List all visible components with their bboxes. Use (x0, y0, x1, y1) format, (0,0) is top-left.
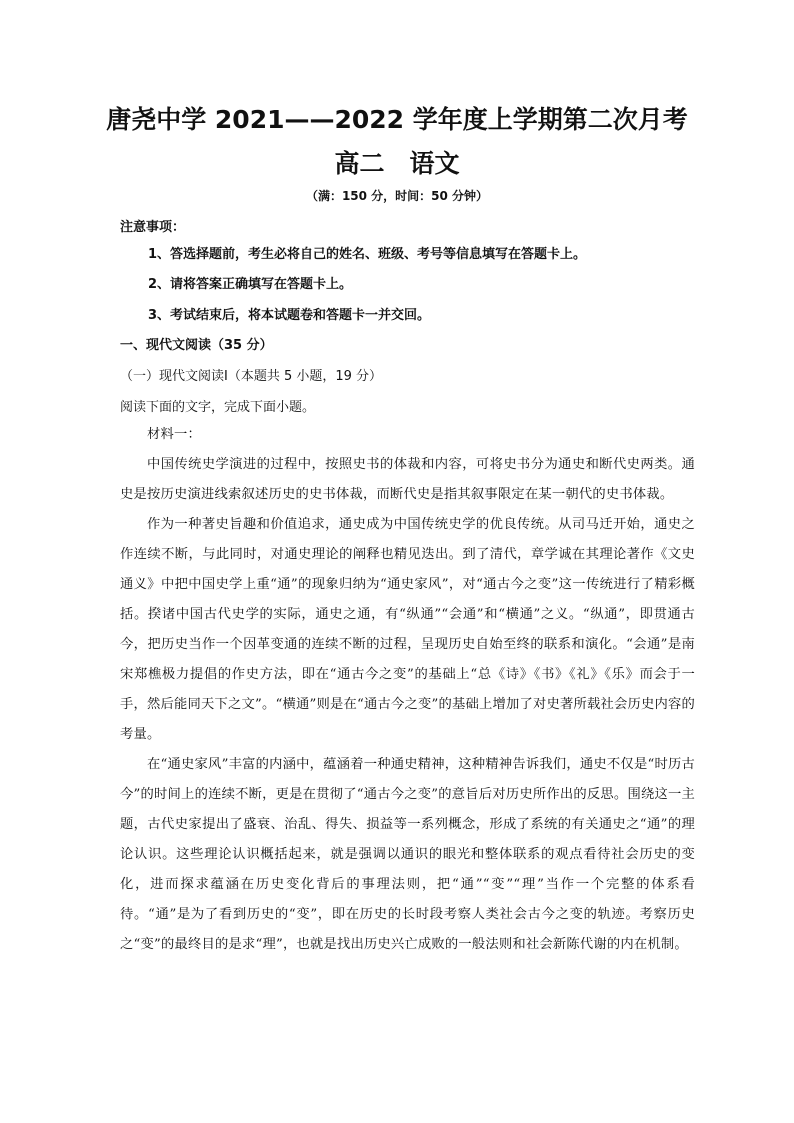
passage (120, 420, 695, 960)
exam-title: 唐尧中学 2021——2022 学年度上学期第二次月考 (106, 105, 688, 134)
section-subheading: （一）现代文阅读Ⅰ（本题共 5 小题，19 分） (120, 369, 383, 384)
exam-subtitle: 高二 语文 (334, 149, 460, 178)
passage-paragraph-3: 在“通史家风”丰富的内涵中，蕴涵着一种通史精神，这种精神告诉我们，通史不仅是“时历古今”的时间上的连续不断，更是在贯彻了“通古今之变”的意旨后对历史所作出的反思。围绕这一主题，古代史家提出了盛衰、治乱、得失、损益等一系列概念，形成了系统的有关通史之“通”的理论认识。这些理论认识概括起来，就是强调以通识的眼光和整体联系的观点看待社会历史的变化，进而探求蕴涵在历史变化背后的事理法则，把“通”“变”“理”当作一个完整的体系看待。“通”是为了看到历史的“变”，即在历史的长时段考察人类社会古今之变的轨迹。考察历史之“变”的最终目的是求“理”，也就是找出历史兴亡成败的一般法则和社会新陈代谢的内在机制。 (120, 757, 695, 952)
note-item-3: 3、考试结束后，将本试题卷和答题卡一并交回。 (148, 308, 431, 323)
note-item-1: 1、答选择题前，考生必将自己的姓名、班级、考号等信息填写在答题卡上。 (148, 247, 587, 262)
score-time-info: （满：150 分，时间：50 分钟） (305, 189, 489, 203)
note-item-2: 2、请将答案正确填写在答题卡上。 (148, 277, 353, 292)
material-label: 材料一： (147, 427, 201, 442)
reading-instruction: 阅读下面的文字，完成下面小题。 (120, 400, 316, 415)
section-heading: 一、现代文阅读（35 分） (120, 338, 273, 353)
notes-heading: 注意事项： (120, 220, 186, 235)
passage-paragraph-2: 作为一种著史旨趣和价值追求，通史成为中国传统史学的优良传统。从司马迁开始，通史之作连续不断，与此同时，对通史理论的阐释也精见迭出。到了清代，章学诚在其理论著作《文史通义》中把中国史学上重“通”的现象归纳为“通史家风”，对“通古今之变”这一传统进行了精彩概括。揆诸中国古代史学的实际，通史之通，有“纵通”“会通”和“横通”之义。“纵通”，即贯通古今，把历史当作一个因革变通的连续不断的过程，呈现历史自始至终的联系和演化。“会通”是南宋郑樵极力提倡的作史方法，即在“通古今之变”的基础上“总《诗》《书》《礼》《乐》而会于一手，然后能同天下之文”。“横通”则是在“通古今之变”的基础上增加了对史著所载社会历史内容的考量。 (120, 517, 695, 742)
passage-paragraph-1: 中国传统史学演进的过程中，按照史书的体裁和内容，可将史书分为通史和断代史两类。通史是按历史演进线索叙述历史的史书体裁，而断代史是指其叙事限定在某一朝代的史书体裁。 (120, 457, 695, 502)
